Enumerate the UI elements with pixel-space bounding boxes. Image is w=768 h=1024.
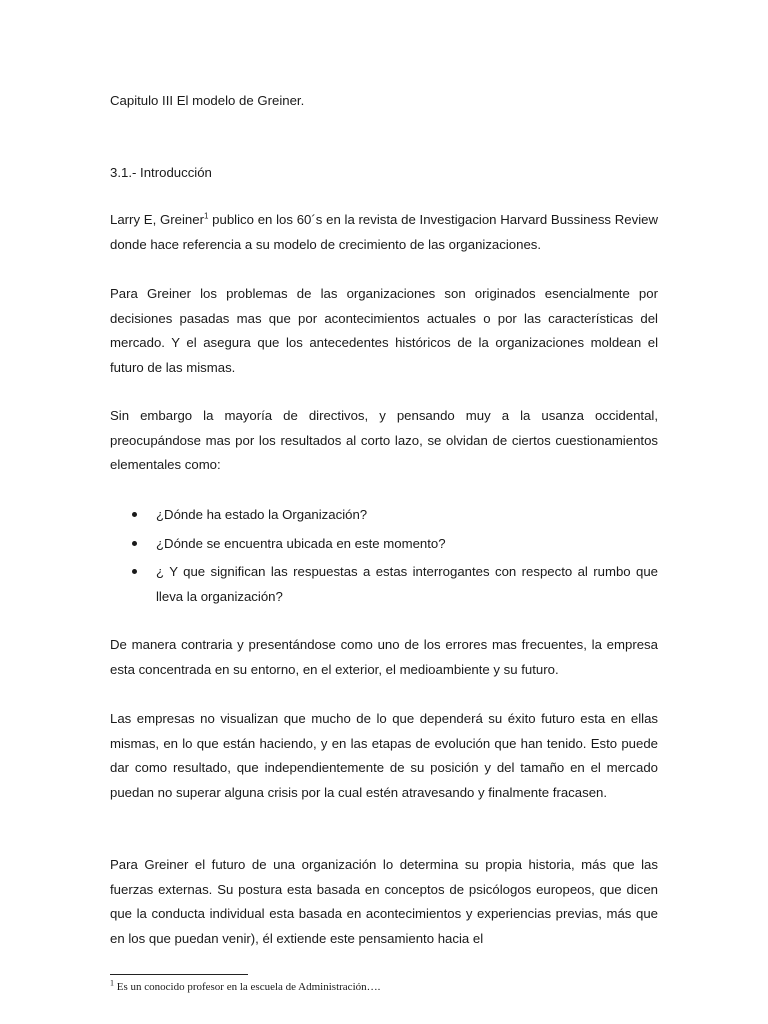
paragraph-future: Para Greiner el futuro de una organización lo determina su propia historia, más que las fuerzas externas. Su postura esta basada en conceptos de psicólogos europeos, que dicen que la conducta individual esta basada en acontecimientos y experiencias previas, más que en los que puedan venir), él extiende este pensamiento hacia el bbox=[110, 857, 658, 946]
paragraph-contrary: De manera contraria y presentándose como uno de los errores mas frecuentes, la empresa esta concentrada en su entorno, en el exterior, el medioambiente y su futuro. bbox=[110, 637, 658, 677]
paragraph-companies: Las empresas no visualizan que mucho de lo que dependerá su éxito futuro esta en ellas mismas, en lo que están haciendo, y en las etapas de evolución que han tenido. Esto puede dar como resultado, que independientemente de su posición y del tamaño en el mercado puedan no superar alguna crisis por la cual estén atravesando y finalmente fracasen. bbox=[110, 711, 658, 800]
bullet-icon bbox=[132, 569, 137, 574]
question-list bbox=[110, 503, 658, 613]
bullet-icon bbox=[132, 541, 137, 546]
paragraph-intro-start: Larry E, Greiner bbox=[110, 212, 204, 227]
paragraph-directives: Sin embargo la mayoría de directivos, y pensando muy a la usanza occidental, preocupándose mas por los resultados al corto lazo, se olvidan de ciertos cuestionamientos elementales como: bbox=[110, 408, 658, 472]
list-item-text: ¿Dónde se encuentra ubicada en este momento? bbox=[156, 535, 446, 551]
paragraph-problems: Para Greiner los problemas de las organizaciones son originados esencialmente por decisiones pasadas mas que por acontecimientos actuales o por las características del mercado. Y el asegura que los antecedentes históricos de la organizaciones moldean el futuro de las mismas. bbox=[110, 286, 658, 375]
chapter-title: Capitulo III El modelo de Greiner. bbox=[110, 93, 305, 108]
list-item-text: ¿Dónde ha estado la Organización? bbox=[156, 507, 368, 522]
list-item-text: ¿ Y que significan las respuestas a estas interrogantes con respecto al rumbo que lleva la organización? bbox=[156, 564, 658, 604]
list-item bbox=[110, 532, 658, 557]
footnote bbox=[110, 980, 380, 994]
section-title: 3.1.- Introducción bbox=[110, 165, 212, 180]
bullet-icon bbox=[132, 512, 137, 517]
footnote-text: Es un conocido profesor en la escuela de Administración…. bbox=[114, 981, 381, 993]
footnote-number: 1 bbox=[110, 978, 114, 988]
list-item bbox=[110, 503, 658, 528]
list-item bbox=[110, 560, 658, 609]
paragraph-intro-rest: publico en los 60´s en la revista de Investigacion Harvard Bussiness Review donde hace referencia a su modelo de crecimiento de las organizaciones. bbox=[110, 212, 658, 252]
footnote-divider bbox=[110, 974, 248, 975]
paragraph-intro bbox=[110, 208, 658, 257]
footnote-reference[interactable]: 1 bbox=[203, 211, 209, 221]
